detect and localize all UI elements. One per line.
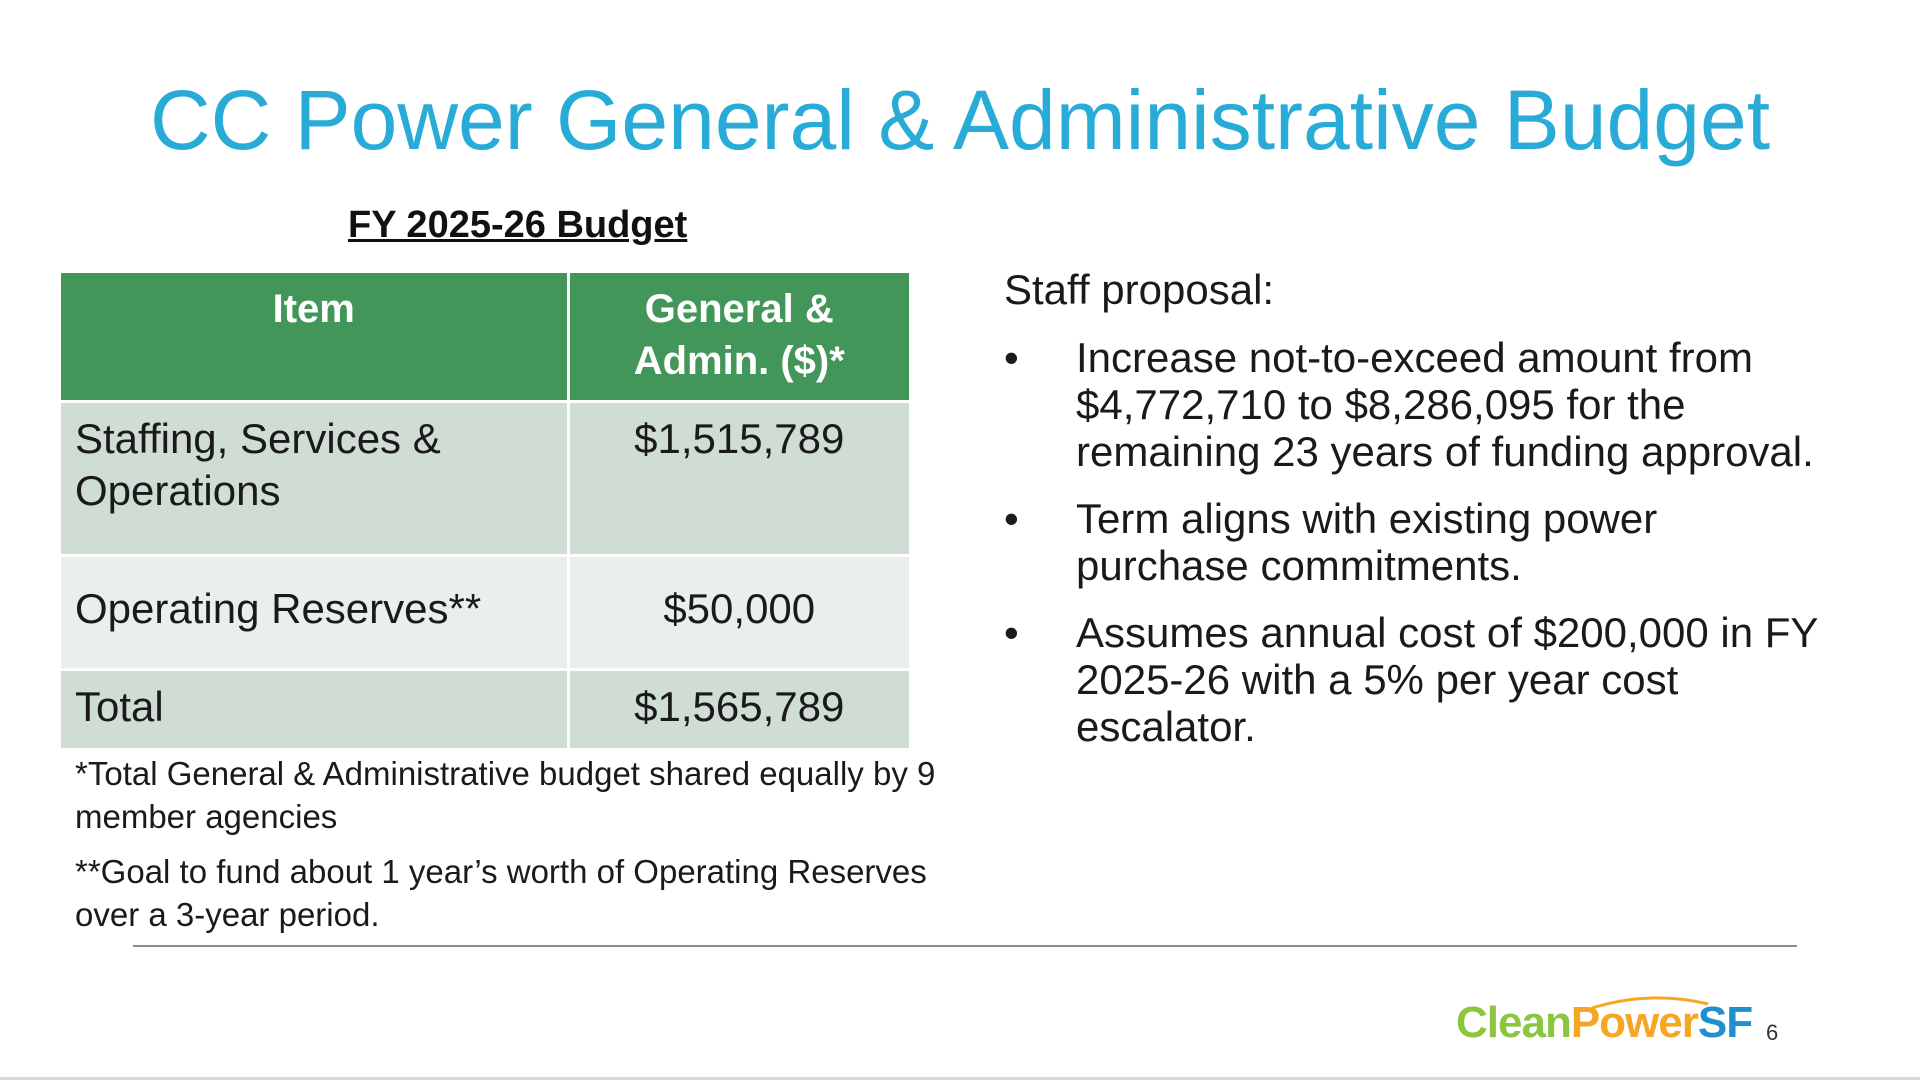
footnote-operating-reserves: **Goal to fund about 1 year’s worth of Operating Reserves over a 3-year period. xyxy=(75,853,927,933)
bullet-text: Assumes annual cost of $200,000 in FY 2025-26 with a 5% per year cost escalator. xyxy=(1076,609,1818,750)
row-item: Operating Reserves** xyxy=(61,556,568,670)
row-amount: $50,000 xyxy=(568,556,909,670)
page-number: 6 xyxy=(1766,1020,1779,1045)
list-item xyxy=(1004,334,1824,475)
row-item: Total xyxy=(61,670,568,750)
slide-title: CC Power General & Administrative Budget xyxy=(149,73,1771,167)
bullet-icon: • xyxy=(1004,609,1019,656)
logo-sf: SF xyxy=(1697,998,1753,1047)
table-row xyxy=(61,402,909,556)
column-header-amount: General & Admin. ($)* xyxy=(568,273,909,402)
footer-divider xyxy=(133,945,1797,947)
bullet-text: Increase not-to-exceed amount from $4,772,710 to $8,286,095 for the remaining 23 years of funding approval. xyxy=(1076,334,1814,475)
column-header-item: Item xyxy=(61,273,568,402)
cleanpowersf-logo xyxy=(1456,998,1752,1048)
list-item xyxy=(1004,495,1824,589)
proposal-bullet-list xyxy=(1004,334,1824,770)
logo-clean: Clean xyxy=(1456,998,1571,1047)
bullet-text: Term aligns with existing power purchase commitments. xyxy=(1076,495,1658,589)
table-row xyxy=(61,556,909,670)
budget-table xyxy=(61,273,909,751)
row-item: Staffing, Services & Operations xyxy=(61,402,568,556)
logo-power: Power xyxy=(1570,998,1698,1047)
bullet-icon: • xyxy=(1004,334,1019,381)
footnote-shared-budget: *Total General & Administrative budget shared equally by 9 member agencies xyxy=(75,755,936,835)
row-amount: $1,515,789 xyxy=(568,402,909,556)
table-header-row xyxy=(61,273,909,402)
row-amount: $1,565,789 xyxy=(568,670,909,750)
budget-heading: FY 2025-26 Budget xyxy=(348,204,688,246)
proposal-heading: Staff proposal: xyxy=(1004,266,1275,313)
list-item xyxy=(1004,609,1824,750)
bullet-icon: • xyxy=(1004,495,1019,542)
table-row xyxy=(61,670,909,750)
